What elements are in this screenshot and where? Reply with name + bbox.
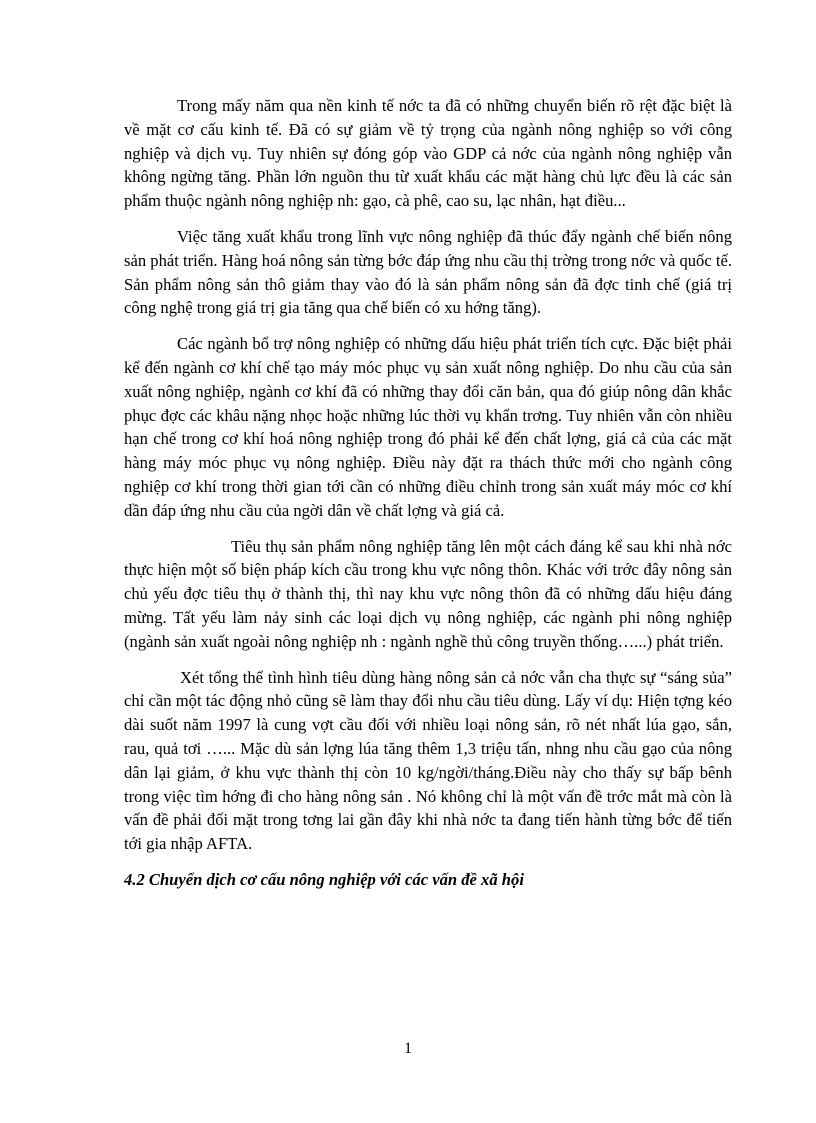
- paragraph-mechanical-industry: Các ngành bổ trợ nông nghiệp có những dấu hiệu phát triển tích cực. Đặc biệt phải kể đến ngành cơ khí chế tạo máy móc phục vụ sản xuất nông nghiệp. Do nhu cầu của sản xuất nông nghiệp, ngành cơ khí đã có những thay đổi căn bản, qua đó giúp nông dân khắc phục đợc các khâu nặng nhọc hoặc những lúc thời vụ khẩn trơng. Tuy nhiên vẫn còn nhiều hạn chế trong cơ khí hoá nông nghiệp trong đó phải kể đến chất lợng, giá cả của các mặt hàng máy móc phục vụ nông nghiệp. Điều này đặt ra thách thức mới cho ngành công nghiệp cơ khí trong thời gian tới cần có những điều chỉnh trong sản xuất máy móc cơ khí dần đáp ứng nhu cầu của ngời dân về chất lợng và giá cả.: [124, 334, 732, 520]
- section-heading: 4.2 Chuyển dịch cơ cấu nông nghiệp với các vấn đề xã hội: [124, 869, 524, 889]
- paragraph-consumption: Tiêu thụ sản phẩm nông nghiệp tăng lên một cách đáng kể sau khi nhà nớc thực hiện một số biện pháp kích cầu trong khu vực nông thôn. Khác với trớc đây nông sản chủ yếu đợc tiêu thụ ở thành thị, thì nay khu vực nông thôn đã có những dấu hiệu đáng mừng. Tất yếu làm nảy sinh các loại dịch vụ nông nghiệp, các ngành phi nông nghiệp (ngành sản xuất ngoài nông nghiệp nh : ngành nghề thủ công truyền thống…...) phát triển.: [124, 536, 732, 651]
- document-body: [124, 94, 732, 892]
- page-number: 1: [404, 1040, 412, 1057]
- paragraph-export-processing: Việc tăng xuất khẩu trong lĩnh vực nông nghiệp đã thúc đẩy ngành chế biến nông sản phát triển. Hàng hoá nông sản từng bớc đáp ứng nhu cầu thị trờng trong nớc và quốc tế. Sản phẩm nông sản thô giảm thay vào đó là sản phẩm nông sản đã đợc tinh chế (giá trị công nghệ trong giá trị gia tăng qua chế biến có xu hớng tăng).: [124, 226, 732, 318]
- paragraph-overall-consumption: Xét tổng thể tình hình tiêu dùng hàng nông sản cả nớc vẫn cha thực sự “sáng sủa” chỉ cần một tác động nhỏ cũng sẽ làm thay đổi nhu cầu tiêu dùng. Lấy ví dụ: Hiện tợng kéo dài suốt năm 1997 là cung vợt cầu đối với nhiều loại nông sản, rõ nét nhất lúa gạo, sắn, rau, quả tơi …... Mặc dù sản lợng lúa tăng thêm 1,3 triệu tấn, nhng nhu cầu gạo của nông dân lại giảm, ở khu vực thành thị còn 10 kg/ngời/tháng.Điều này cho thấy sự bấp bênh trong việc tìm hớng đi cho hàng nông sản . Nó không chỉ là một vấn đề trớc mắt mà còn là vấn đề phải đối mặt trong tơng lai gần đây khi nhà nớc ta đang tiến hành từng bớc để tiến tới gia nhập AFTA.: [124, 667, 732, 854]
- paragraph-economic-change: Trong mấy năm qua nền kinh tế nớc ta đã có những chuyển biến rõ rệt đặc biệt là về mặt cơ cấu kinh tế. Đã có sự giảm về tỷ trọng của ngành nông nghiệp so với công nghiệp và dịch vụ. Tuy nhiên sự đóng góp vào GDP cả nớc của ngành nông nghiệp vẫn không ngừng tăng. Phần lớn nguồn thu từ xuất khẩu các mặt hàng chủ lực đều là các sản phẩm thuộc ngành nông nghiệp nh: gạo, cà phê, cao su, lạc nhân, hạt điều...: [124, 96, 732, 211]
